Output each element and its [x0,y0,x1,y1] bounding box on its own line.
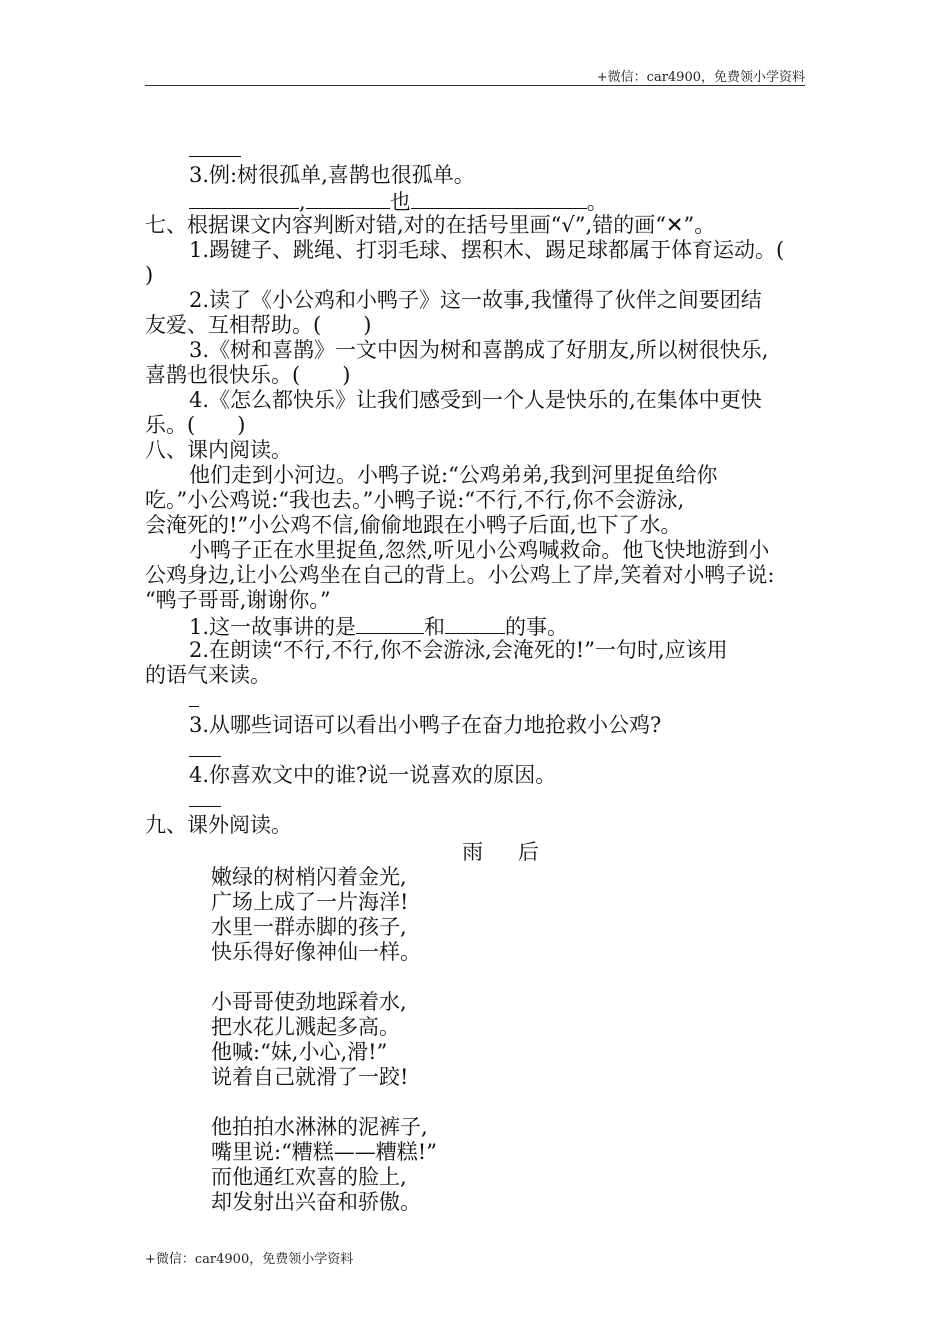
poem-line: 嫩绿的树梢闪着金光, [211,865,407,889]
s7-item-1-line2: ) [145,263,154,287]
blank[interactable] [445,613,505,634]
s7-item-4-line2: 乐。( ) [145,413,246,437]
poem-line: 说着自己就滑了一跤! [211,1065,409,1089]
s7-item-3-line1: 3.《树和喜鹊》一文中因为树和喜鹊成了好朋友,所以树很快乐, [189,338,769,362]
s8-q2-line1: 2.在朗读“不行,不行,你不会游泳,会淹死的!”一句时,应该用 [189,638,728,662]
blank[interactable] [306,188,390,209]
q3-fill-line: , 也 。 [145,188,810,213]
s7-item-3-line2: 喜鹊也很快乐。( ) [145,363,351,387]
poem-title: 雨 后 [462,840,553,864]
poem-line: 水里一群赤脚的孩子, [211,915,407,939]
section8-heading: 八、课内阅读。 [145,438,292,462]
header-divider [145,85,805,86]
worksheet-content [145,138,810,1215]
answer-blank-short [145,738,810,763]
s8-para2-line1: 小鸭子正在水里捉鱼,忽然,听见小公鸡喊救命。他飞快地游到小 [189,538,770,562]
s7-item-2-line1: 2.读了《小公鸡和小鸭子》这一故事,我懂得了伙伴之间要团结 [189,288,762,312]
s7-item-4-line1: 4.《怎么都快乐》让我们感受到一个人是快乐的,在集体中更快 [189,388,762,412]
answer-blank-short [145,688,810,713]
blank[interactable] [411,188,587,209]
s8-para1-line3: 会淹死的!”小公鸡不信,偷偷地跟在小鸭子后面,也下了水。 [145,513,682,537]
answer-blank-short [145,788,810,813]
s8-q4: 4.你喜欢文中的谁?说一说喜欢的原因。 [189,763,557,787]
s8-para1-line2: 吃。”小公鸡说:“我也去。”小鸭子说:“不行,不行,你不会游泳, [145,488,685,512]
poem-line: 广场上成了一片海洋! [211,890,409,914]
s7-item-2-line2: 友爱、互相帮助。( ) [145,313,372,337]
s8-q3: 3.从哪些词语可以看出小鸭子在奋力地抢救小公鸡? [189,713,662,737]
s8-para2-line3: “鸭子哥哥,谢谢你。” [145,588,331,612]
poem-line: 快乐得好像神仙一样。 [211,940,421,964]
s8-para1-line1: 他们走到小河边。小鸭子说:“公鸡弟弟,我到河里捉鱼给你 [189,463,718,487]
poem-line: 把水花儿溅起多高。 [211,1015,400,1039]
page-header-watermark: +微信：car4900，免费领小学资料 [596,70,805,85]
poem-line: 他拍拍水淋淋的泥裤子, [211,1115,428,1139]
poem-line: 而他通红欢喜的脸上, [211,1165,407,1189]
section9-heading: 九、课外阅读。 [145,813,292,837]
poem-line: 小哥哥使劲地踩着水, [211,990,407,1014]
section7-heading: 七、根据课文内容判断对错,对的在括号里画“√”,错的画“✕”。 [145,213,716,237]
s8-q1: 1.这一故事讲的是 和 的事。 [189,615,569,639]
q3-example: 3.例:树很孤单,喜鹊也很孤单。 [189,163,475,187]
page-footer-watermark: +微信：car4900，免费领小学资料 [145,1252,354,1267]
poem-line: 嘴里说:“糟糕——糟糕!” [211,1140,437,1164]
poem-line: 他喊:“妹,小心,滑!” [211,1040,388,1064]
s8-q2-line2: 的语气来读。 [145,663,271,687]
s8-para2-line2: 公鸡身边,让小公鸡坐在自己的背上。小公鸡上了岸,笑着对小鸭子说: [145,563,775,587]
s7-item-1-line1: 1.踢键子、跳绳、打羽毛球、摆积木、踢足球都属于体育运动。( [189,238,785,262]
blank[interactable] [189,188,299,209]
poem-line: 却发射出兴奋和骄傲。 [211,1190,421,1214]
blank[interactable] [356,613,424,634]
answer-blank-short [145,138,810,163]
